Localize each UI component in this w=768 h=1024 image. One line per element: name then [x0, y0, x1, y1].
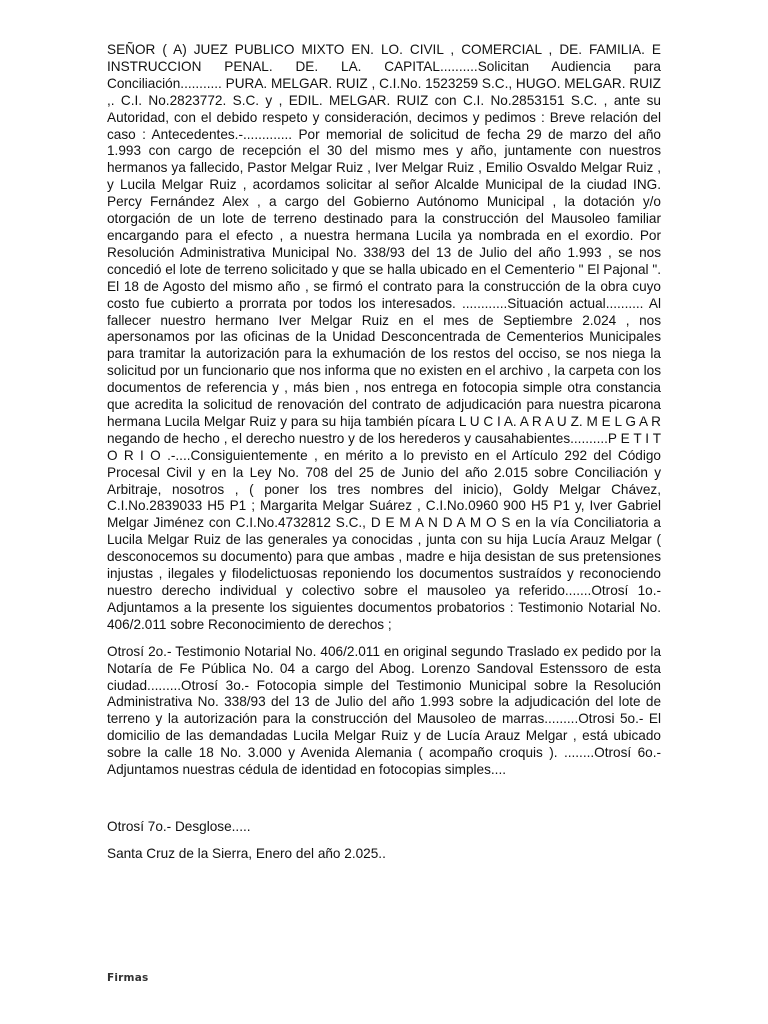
- signatures-label: Firmas: [107, 972, 149, 984]
- desglose-line: Otrosí 7o.- Desglose.....: [107, 818, 251, 834]
- petition-main-paragraph: SEÑOR ( A) JUEZ PUBLICO MIXTO EN. LO. CIVIL , COMERCIAL , DE. FAMILIA. E INSTRUCCION PENAL. DE. LA. CAPITAL..........Solicitan Audiencia para Conciliación........... PURA. MELGAR. RUIZ , C.I.No. 1523259 S.C., HUGO. MELGAR. RUIZ ,. C.I. No.2823772. S.C. y , EDIL. MELGAR. RUIZ con C.I. No.2853151 S.C. , ante su Autoridad, con el debido respeto y consideración, decimos y pedimos : Breve relación del caso : Antecedentes.-............. Por memorial de solicitud de fecha 29 de marzo del año 1.993 con cargo de recepción el 30 del mismo mes y año, juntamente con nuestros hermanos ya fallecido, Pastor Melgar Ruiz , Iver Melgar Ruiz , Emilio Osvaldo Melgar Ruiz , y Lucila Melgar Ruiz , acordamos solicitar al señor Alcalde Municipal de la ciudad ING. Percy Fernández Alex , a cargo del Gobierno Autónomo Municipal , la dotación y/o otorgación de un lote de terreno destinado para la construcción del Mausoleo familiar encargando para el efecto , a nuestra hermana Lucila ya nombrada en el exordio. Por Resolución Administrativa Municipal No. 338/93 del 13 de Julio del año 1.993 , se nos concedió el lote de terreno solicitado y que se halla ubicado en el Cementerio " El Pajonal ". El 18 de Agosto del mismo año , se firmó el contrato para la construcción de la obra cuyo costo fue cubierto a prorrata por todos los interesados. ............Situación actual.......... Al fallecer nuestro hermano Iver Melgar Ruiz en el mes de Septiembre 2.024 , nos apersonamos por las oficinas de la Unidad Desconcentrada de Cementerios Municipales para tramitar la autorización para la exhumación de los restos del occiso, se nos niega la solicitud por un funcionario que nos informa que no existen en el archivo , la carpeta con los documentos de referencia y , más bien , nos entrega en fotocopia simple otra constancia que acredita la solicitud de renovación del contrato de adjudicación para nuestra picarona hermana Lucila Melgar Ruiz y para su hija también pícara L U C I A. A R A U Z. M E L G A R negando de hecho , el derecho nuestro y de los herederos y causahabientes..........P E T I T O R I O .-....Consiguientemente , en mérito a lo previsto en el Artículo 292 del Código Procesal Civil y en la Ley No. 708 del 25 de Junio del año 2.015 sobre Conciliación y Arbitraje, nosotros , ( poner los tres nombres del inicio), Goldy Melgar Chávez, C.I.No.2839033 H5 P1 ; Margarita Melgar Suárez , C.I.No.0960 900 H5 P1 y, Iver Gabriel Melgar Jiménez con C.I.No.4732812 S.C., D E M A N D A M O S en la vía Conciliatoria a Lucila Melgar Ruiz de las generales ya conocidas , junta con su hija Lucía Arauz Melgar ( desconocemos su documento) para que ambas , madre e hija desistan de sus pretensiones injustas , ilegales y filodelictuosas reponiendo los documentos sustraídos y reconociendo nuestro derecho individual y colectivo sobre el mausoleo ya referido.......Otrosí 1o.- Adjuntamos a la presente los siguientes documentos probatorios : Testimonio Notarial No. 406/2.011 sobre Reconocimiento de derechos ;: [107, 42, 661, 632]
- document-body: [107, 42, 661, 863]
- otrosi-paragraph: Otrosí 2o.- Testimonio Notarial No. 406/2.011 en original segundo Traslado ex pedido por la Notaría de Fe Pública No. 04 a cargo del Abog. Lorenzo Sandoval Estenssoro de esta ciudad.........Otrosí 3o.- Fotocopia simple del Testimonio Municipal sobre la Resolución Administrativa No. 338/93 del 13 de Julio del año 1.993 sobre la adjudicación del lote de terreno y la autorización para la construcción del Mausoleo de marras.........Otrosi 5o.- El domicilio de las demandadas Lucila Melgar Ruiz y de Lucía Arauz Melgar , está ubicado sobre la calle 18 No. 3.000 y Avenida Alemania ( acompaño croquis ). ........Otrosí 6o.- Adjuntamos nuestras cédula de identidad en fotocopias simples....: [107, 643, 661, 778]
- place-date-line: Santa Cruz de la Sierra, Enero del año 2.025..: [107, 845, 386, 861]
